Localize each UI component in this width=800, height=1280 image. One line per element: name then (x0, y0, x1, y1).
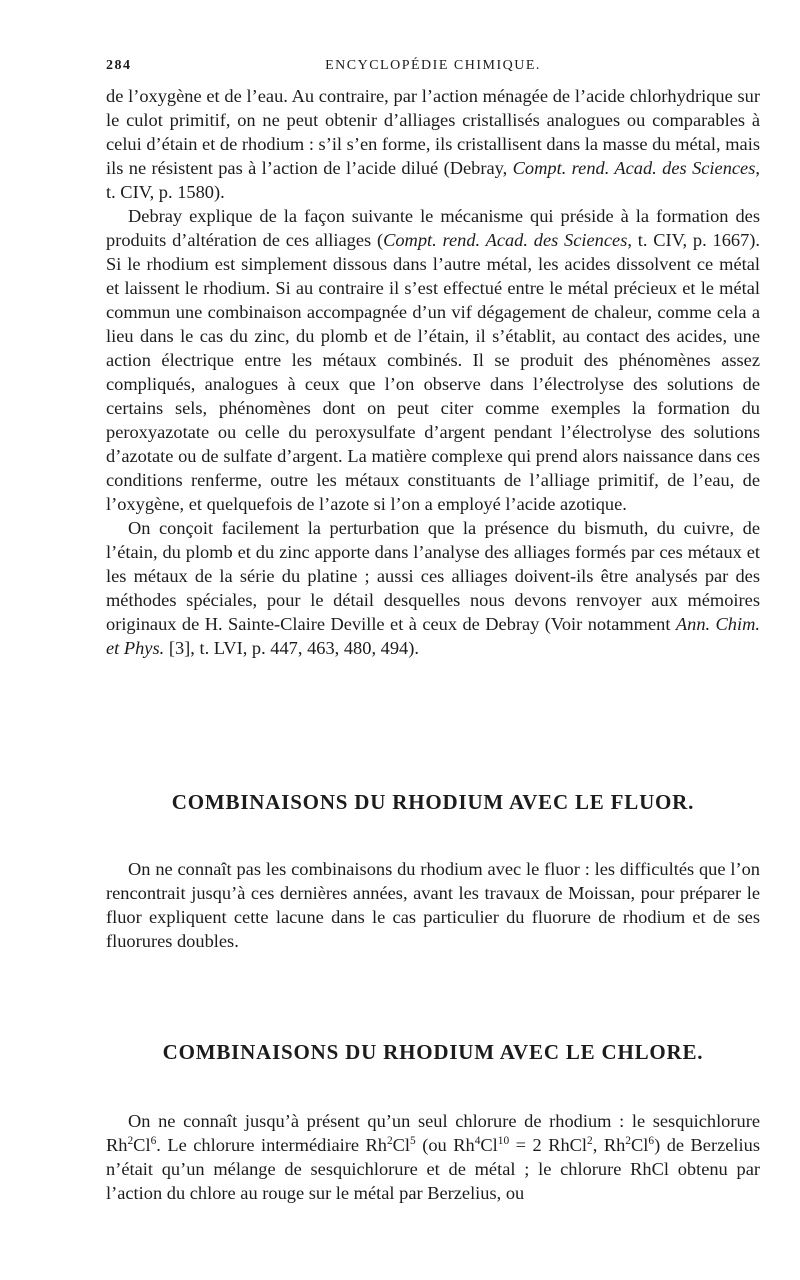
chlore-text-block (106, 1109, 760, 1205)
page-number: 284 (106, 58, 132, 73)
paragraph-chlore: On ne connaît jusqu’à présent qu’un seul chlorure de rhodium : le sesquichlorure Rh$^2$Cl$^6$. Le chlorure intermédiaire Rh$^2$Cl$^5$ (ou $Rh^4Cl^{10} = 2$ RhCl$^2$, Rh$^2$Cl$^6$) de Berzelius n’était qu’un mélange de sesquichlorure et de métal ; le chlorure RhCl obtenu par l’action du chlore au rouge sur le métal par Berzelius, ou (106, 1111, 760, 1203)
paragraph-analysis-methods: On conçoit facilement la perturbation que la présence du bismuth, du cuivre, de l’étain, du plomb et du zinc apporte dans l’analyse des alliages formés par ces métaux et les métaux de la série du platine ; aussi ces alliages doivent-ils être analysés par des méthodes spéciales, pour le détail desquelles nous devons renvoyer aux mémoires originaux de H. Sainte-Claire Deville et à ceux de Debray (Voir notamment Ann. Chim. et Phys. [3], t. LVI, p. 447, 463, 480, 494). (106, 518, 760, 658)
fluor-text-block (106, 857, 760, 953)
paragraph-alloys-acids: de l’oxygène et de l’eau. Au contraire, par l’action ménagée de l’acide chlorhydrique sur le culot primitif, on ne peut obtenir d’alliages cristallisés analogues ou comparables à celui d’étain et de rhodium : s’il s’en forme, ils cristallisent dans la masse du métal, mais ils ne résistent pas à l’action de l’acide dilué (Debray, Compt. rend. Acad. des Sciences, t. CIV, p. 1580). (106, 86, 760, 202)
section-heading-fluor: COMBINAISONS DU RHODIUM AVEC LE FLUOR. (171, 790, 695, 814)
page-header (106, 58, 760, 80)
section-heading-chlore: COMBINAISONS DU RHODIUM AVEC LE CHLORE. (162, 1040, 704, 1064)
intro-text-block (106, 84, 760, 660)
paragraph-fluor: On ne connaît pas les combinaisons du rhodium avec le fluor : les difficultés que l’on rencontrait jusqu’à ces dernières années, avant les travaux de Moissan, pour préparer le fluor expliquent cette lacune dans le cas particulier du fluorure de rhodium et de ses fluorures doubles. (106, 859, 760, 951)
paragraph-debray-mechanism: Debray explique de la façon suivante le mécanisme qui préside à la formation des produits d’altération de ces alliages (Compt. rend. Acad. des Sciences, t. CIV, p. 1667). Si le rhodium est simplement dissous dans l’autre métal, les acides dissolvent ce métal et laissent le rhodium. Si au contraire il s’est effectué entre le métal précieux et le métal commun une combinaison accompagnée d’un vif dégagement de chaleur, comme cela a lieu dans le cas du zinc, du plomb et de l’étain, il s’établit, au contact des acides, une action électrique entre les métaux combinés. Il se produit des phénomènes assez compliqués, analogues à ceux que l’on observe dans l’électrolyse des solutions de certains sels, phénomènes dont on peut citer comme exemples la formation du peroxyazotate ou celle du peroxysulfate d’argent pendant l’électrolyse des solutions d’azotate ou de sulfate d’argent. La matière complexe qui prend alors naissance dans ces conditions renferme, outre les métaux constituants de l’alliage primitif, de l’eau, de l’oxygène, et quelquefois de l’azote si l’on a employé l’acide azotique. (106, 206, 760, 514)
running-head: ENCYCLOPÉDIE CHIMIQUE. (325, 58, 541, 73)
